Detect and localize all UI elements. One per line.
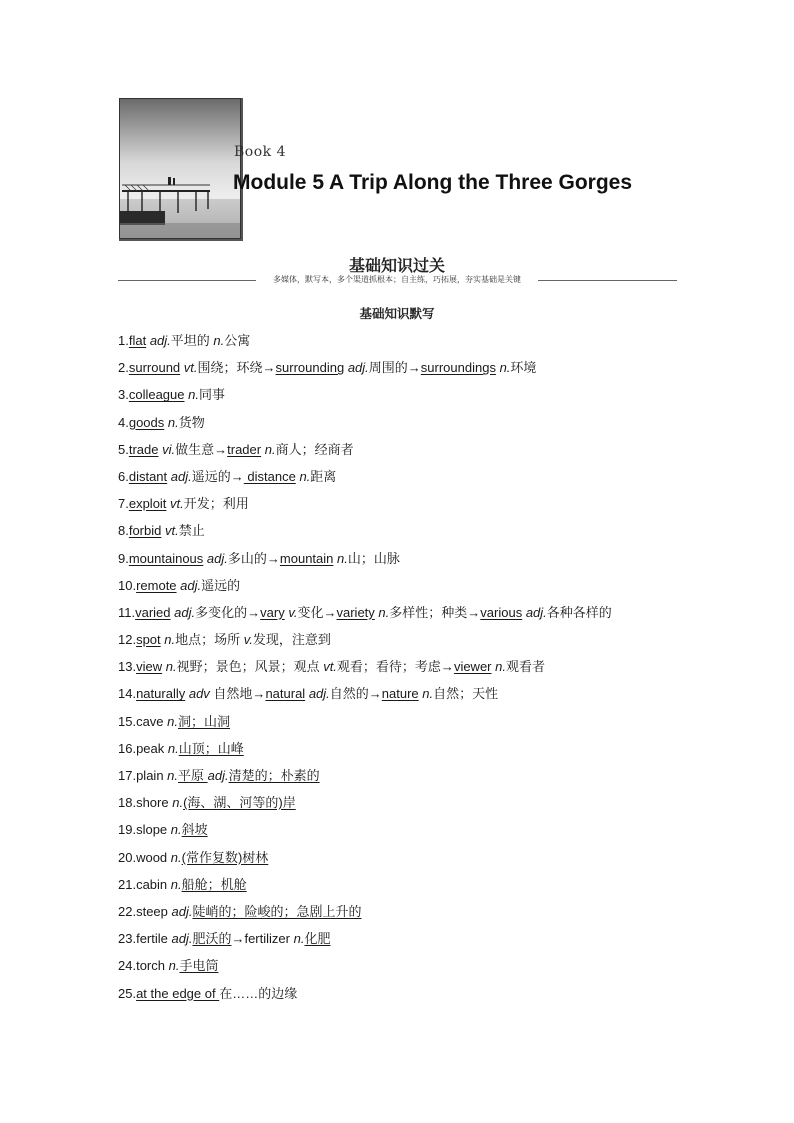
entry-text: slope <box>136 822 171 838</box>
part-of-speech: vt. <box>170 496 184 512</box>
answer-text: goods <box>128 414 165 430</box>
entry-text: steep <box>136 903 172 919</box>
entry-number: 21. <box>118 876 137 892</box>
part-of-speech: n. <box>422 686 434 702</box>
entry-text: wood <box>136 849 171 865</box>
section-heading: 基础知识默写 <box>359 306 435 321</box>
part-of-speech: adj. <box>171 903 193 919</box>
part-of-speech: adj. <box>206 550 228 566</box>
answer-text: 肥沃的 <box>192 931 232 947</box>
vocab-entry <box>118 712 718 739</box>
vocab-entry <box>118 576 718 603</box>
vocab-entry <box>118 929 718 956</box>
part-of-speech: n. <box>499 360 511 376</box>
vocab-entry <box>118 630 718 657</box>
entry-text: 做生意→ <box>175 441 228 457</box>
part-of-speech: adj. <box>171 931 193 947</box>
answer-text: (海、湖、河等的)岸 <box>183 795 296 811</box>
entry-text: 环境 <box>510 360 537 376</box>
section-title: 基础知识过关 <box>348 256 445 275</box>
entry-text: 自然地→ <box>209 686 266 702</box>
answer-text: flat <box>128 333 147 348</box>
entry-text: 视野；景色；风景；观点 <box>176 659 324 675</box>
vocab-entry <box>118 820 718 847</box>
vocab-entry <box>118 902 718 929</box>
vocab-entry <box>118 956 718 983</box>
answer-text: various <box>480 604 523 620</box>
pier-photo <box>119 98 241 239</box>
vocab-entry <box>118 657 718 684</box>
part-of-speech: n. <box>170 849 182 865</box>
part-of-speech: adj. <box>149 333 171 348</box>
answer-text: naturally <box>136 686 186 702</box>
entry-text: torch <box>136 958 169 974</box>
entry-number: 13. <box>118 659 137 675</box>
section-caption: 多媒体，默写本，多个渠道抓根本；自主练，巧拓展，夯实基础是关键 <box>273 275 521 284</box>
part-of-speech: n. <box>172 795 184 811</box>
answer-text: nature <box>381 686 419 702</box>
entry-text: →fertilizer <box>231 931 294 947</box>
entry-text: 商人；经商者 <box>275 441 354 457</box>
entry-number: 19. <box>118 822 137 838</box>
part-of-speech: adj. <box>180 577 202 593</box>
entry-number: 15. <box>118 713 137 729</box>
entry-text: fertile <box>136 931 172 947</box>
entry-number: 2. <box>118 360 129 376</box>
answer-text: (常作复数)树林 <box>181 849 269 865</box>
entry-text: 开发；利用 <box>183 496 249 512</box>
answer-text: spot <box>136 632 161 648</box>
answer-text: 船舱；机舱 <box>181 876 247 892</box>
answer-text: forbid <box>128 523 162 539</box>
entry-number: 24. <box>118 958 137 974</box>
vocab-entry <box>118 440 718 467</box>
part-of-speech: n. <box>170 822 182 838</box>
entry-text: 距离 <box>310 468 337 484</box>
answer-text: trader <box>227 441 262 457</box>
answer-text: viewer <box>453 659 492 675</box>
answer-text: surrounding <box>275 360 345 376</box>
vocab-entry <box>118 467 718 494</box>
answer-text: 斜坡 <box>181 822 208 838</box>
answer-text: exploit <box>128 496 167 512</box>
entry-text: 遥远的→ <box>191 468 244 484</box>
part-of-speech: n. <box>378 604 390 620</box>
part-of-speech: n. <box>165 659 177 675</box>
vocab-entry <box>118 494 718 521</box>
divider-left <box>118 280 256 281</box>
entry-text: 自然；天性 <box>433 686 499 702</box>
part-of-speech: adj. <box>207 768 229 783</box>
answer-text: natural <box>265 686 306 702</box>
answer-text: mountainous <box>128 550 204 566</box>
vocab-entry <box>118 793 718 820</box>
entry-number: 14. <box>118 686 137 702</box>
part-of-speech: n. <box>495 659 506 675</box>
answer-text: mountain <box>279 550 334 566</box>
part-of-speech: v. <box>243 632 253 648</box>
divider-right <box>538 280 677 281</box>
entry-number: 18. <box>118 795 137 811</box>
vocab-entry <box>118 684 718 711</box>
part-of-speech: n. <box>337 550 348 566</box>
vocab-entry <box>118 739 718 766</box>
entry-text: 自然的→ <box>329 686 382 702</box>
entry-text: 遥远的 <box>201 577 241 593</box>
entry-text: 围绕；环绕→ <box>197 360 276 376</box>
vocab-entry <box>118 848 718 875</box>
entry-number: 3. <box>118 387 129 403</box>
answer-text: 化肥 <box>304 931 331 947</box>
entry-number: 22. <box>118 903 137 919</box>
answer-text: distant <box>128 468 168 484</box>
entry-number: 6. <box>118 468 129 484</box>
part-of-speech: adj. <box>347 360 369 376</box>
part-of-speech: vt. <box>323 659 337 675</box>
answer-text: surround <box>128 360 181 376</box>
entry-number: 17. <box>118 768 137 783</box>
part-of-speech: n. <box>167 768 178 783</box>
entry-text: 多山的→ <box>227 550 280 566</box>
entry-number: 25. <box>118 985 137 1001</box>
entry-number: 1. <box>118 333 129 348</box>
entry-text: peak <box>136 740 168 756</box>
part-of-speech: n. <box>168 958 180 974</box>
part-of-speech: n. <box>167 740 179 756</box>
entry-text: 货物 <box>178 414 205 430</box>
entry-number: 12. <box>118 632 137 648</box>
part-of-speech: v. <box>288 604 298 620</box>
entry-text: 公寓 <box>224 333 251 348</box>
entry-text: 观看；看待；考虑→ <box>336 659 454 675</box>
entry-number: 5. <box>118 441 129 457</box>
entry-text: plain <box>136 768 168 783</box>
vocab-entry <box>118 331 718 358</box>
part-of-speech: n. <box>264 441 276 457</box>
answer-text: 手电筒 <box>179 958 219 974</box>
part-of-speech: n. <box>299 468 311 484</box>
part-of-speech: adj. <box>174 604 196 620</box>
entry-number: 7. <box>118 496 129 512</box>
entry-number: 9. <box>118 550 129 566</box>
photo-frame-right <box>241 98 243 241</box>
entry-text: cabin <box>136 876 171 892</box>
entry-text: 观看者 <box>505 659 545 675</box>
entry-text: cave <box>136 713 168 729</box>
entry-text: 地点；场所 <box>175 632 244 648</box>
part-of-speech: n. <box>170 876 182 892</box>
part-of-speech: vi. <box>162 441 176 457</box>
entry-text: 发现，注意到 <box>252 632 331 648</box>
vocab-entry <box>118 385 718 412</box>
vocab-entry <box>118 603 718 630</box>
part-of-speech: vt. <box>165 523 179 539</box>
part-of-speech: n. <box>293 931 305 947</box>
photo-frame-bottom <box>119 239 243 241</box>
entry-number: 23. <box>118 931 137 947</box>
part-of-speech: n. <box>167 414 179 430</box>
entry-text: 平坦的 <box>170 333 214 348</box>
part-of-speech: adj. <box>170 468 192 484</box>
vocab-entry <box>118 549 718 576</box>
answer-text: 山顶；山峰 <box>178 740 244 756</box>
vocab-entry <box>118 521 718 548</box>
answer-text: surroundings <box>420 360 496 376</box>
answer-text: colleague <box>128 387 185 403</box>
answer-text: 清楚的；朴素的 <box>228 768 320 783</box>
pier-photo-image <box>120 99 241 239</box>
answer-text: 陡峭的；险峻的；急剧上升的 <box>192 903 362 919</box>
entry-text: 多变化的→ <box>195 604 261 620</box>
vocabulary-list <box>118 331 718 1011</box>
answer-text: remote <box>136 577 177 593</box>
part-of-speech: adj. <box>525 604 547 620</box>
answer-text: view <box>136 659 163 675</box>
vocab-entry <box>118 766 718 793</box>
entry-text: 在……的边缘 <box>219 985 298 1001</box>
entry-text: 变化→ <box>297 604 337 620</box>
vocab-entry <box>118 358 718 385</box>
book-label: Book 4 <box>234 144 286 160</box>
vocab-entry <box>118 984 718 1011</box>
answer-text: vary <box>260 604 285 620</box>
part-of-speech: adv <box>188 686 210 702</box>
answer-text: varied <box>135 604 171 620</box>
answer-text: variety <box>336 604 375 620</box>
entry-number: 8. <box>118 523 129 539</box>
entry-text: 山；山脉 <box>347 550 400 566</box>
module-title: Module 5 A Trip Along the Three Gorges <box>233 171 633 194</box>
answer-text: 洞；山洞 <box>178 713 231 729</box>
entry-number: 4. <box>118 414 129 430</box>
answer-text: distance <box>243 468 296 484</box>
part-of-speech: vt. <box>183 360 198 376</box>
entry-number: 16. <box>118 740 137 756</box>
entry-text: shore <box>136 795 173 811</box>
entry-text: 多样性；种类→ <box>389 604 481 620</box>
part-of-speech: n. <box>164 632 176 648</box>
entry-text: 周围的→ <box>368 360 421 376</box>
answer-text: trade <box>128 441 159 457</box>
entry-number: 11. <box>118 604 136 620</box>
vocab-entry <box>118 875 718 902</box>
part-of-speech: n. <box>167 713 178 729</box>
answer-text: at the edge of <box>136 985 220 1001</box>
entry-text: 禁止 <box>178 523 205 539</box>
answer-text: 平原 <box>178 768 208 783</box>
vocab-entry <box>118 413 718 440</box>
entry-text: 同事 <box>198 387 225 403</box>
part-of-speech: n. <box>213 333 225 348</box>
part-of-speech: n. <box>188 387 199 403</box>
entry-number: 20. <box>118 849 137 865</box>
entry-number: 10. <box>118 577 137 593</box>
part-of-speech: adj. <box>308 686 330 702</box>
entry-text: 各种各样的 <box>546 604 612 620</box>
